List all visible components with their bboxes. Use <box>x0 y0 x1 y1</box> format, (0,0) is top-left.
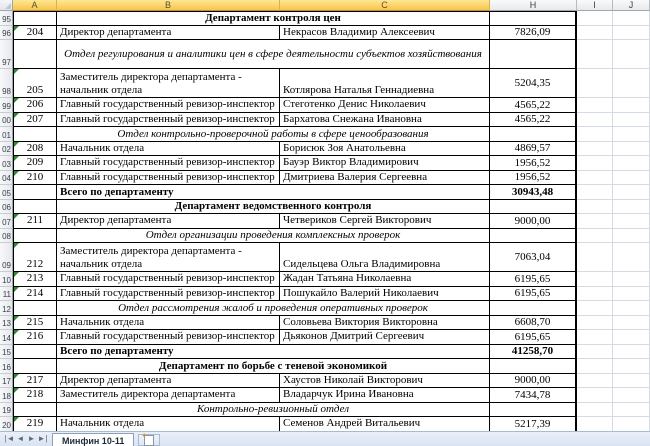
cell-empty[interactable] <box>577 316 613 331</box>
row-header[interactable]: 13 <box>0 316 13 331</box>
table-row <box>0 330 650 345</box>
cell-empty[interactable] <box>577 287 613 302</box>
row-header[interactable]: 16 <box>0 359 13 374</box>
row-header[interactable]: 19 <box>0 403 13 418</box>
error-indicator-triangle <box>14 113 19 118</box>
cell-empty[interactable] <box>613 287 650 302</box>
table-row <box>0 113 650 128</box>
cell-empty[interactable] <box>577 40 613 69</box>
error-indicator-triangle <box>14 287 19 292</box>
cell-position-number[interactable]: 205 <box>13 69 57 98</box>
row-header[interactable]: 14 <box>0 330 13 345</box>
cell-empty[interactable] <box>613 229 650 244</box>
cell-salary[interactable]: 6195,65 <box>490 330 577 345</box>
cell-position-number[interactable]: 216 <box>13 330 57 345</box>
cell-employee-name[interactable]: Пошукайло Валерий Николаевич <box>280 287 490 302</box>
cell-employee-name[interactable]: Бархатова Снежана Ивановна <box>280 113 490 128</box>
cell-employee-name[interactable]: Семенов Андрей Витальевич <box>280 417 490 432</box>
column-header-h[interactable]: H <box>490 0 577 11</box>
row-header[interactable]: 17 <box>0 374 13 389</box>
cell-empty[interactable] <box>13 11 57 26</box>
cell-job-title[interactable]: Заместитель директора департамента - начальник отдела <box>57 69 280 98</box>
table-row <box>0 272 650 287</box>
table-row <box>0 229 650 244</box>
row-header[interactable]: 00 <box>0 113 13 128</box>
section-title-cell[interactable]: Контрольно-ревизионный отдел <box>57 403 490 418</box>
table-row <box>0 359 650 374</box>
cell-job-title[interactable]: Начальник отдела <box>57 417 280 432</box>
cell-empty[interactable] <box>613 127 650 142</box>
cell-position-number[interactable]: 218 <box>13 388 57 403</box>
cell-salary[interactable]: 6195,65 <box>490 287 577 302</box>
cell-job-title[interactable]: Заместитель директора департамента <box>57 388 280 403</box>
cell-employee-name[interactable]: Хаустов Николай Викторович <box>280 374 490 389</box>
error-indicator-triangle <box>14 417 19 422</box>
cell-empty[interactable] <box>613 272 650 287</box>
cell-salary[interactable]: 5204,35 <box>490 69 577 98</box>
cell-empty[interactable] <box>577 272 613 287</box>
error-indicator-triangle <box>14 388 19 393</box>
cell-salary[interactable]: 7434,78 <box>490 388 577 403</box>
cell-empty[interactable] <box>577 26 613 41</box>
table-row <box>0 374 650 389</box>
cell-empty[interactable] <box>613 374 650 389</box>
cell-empty[interactable] <box>577 229 613 244</box>
cell-empty[interactable] <box>613 214 650 229</box>
table-row <box>0 156 650 171</box>
cell-salary[interactable]: 4565,22 <box>490 98 577 113</box>
section-title-cell[interactable]: Отдел контрольно-проверочной работы в сфере ценообразования <box>57 127 490 142</box>
cell-empty[interactable] <box>613 113 650 128</box>
cell-empty[interactable] <box>577 127 613 142</box>
cell-salary[interactable]: 9000,00 <box>490 374 577 389</box>
cell-empty[interactable] <box>613 171 650 186</box>
cell-salary[interactable] <box>490 200 577 215</box>
error-indicator-triangle <box>14 98 19 103</box>
column-header-i[interactable]: I <box>577 0 613 11</box>
table-row <box>0 11 650 26</box>
cell-position-number[interactable]: 210 <box>13 171 57 186</box>
cell-employee-name[interactable]: Бауэр Виктор Владимирович <box>280 156 490 171</box>
cell-empty[interactable] <box>613 156 650 171</box>
table-row <box>0 388 650 403</box>
row-header[interactable]: 20 <box>0 417 13 432</box>
cell-empty[interactable] <box>13 229 57 244</box>
first-sheet-button[interactable]: |◄ <box>4 434 15 443</box>
cell-salary[interactable]: 4869,57 <box>490 142 577 157</box>
sheet-nav-buttons <box>0 432 52 444</box>
table-row <box>0 243 650 272</box>
section-title-cell[interactable]: Отдел регулирования и аналитики цен в сфере деятельности субъектов хозяйствования <box>57 40 490 69</box>
cell-salary[interactable] <box>490 229 577 244</box>
section-title-cell[interactable]: Всего по департаменту <box>57 345 490 360</box>
cell-position-number[interactable]: 214 <box>13 287 57 302</box>
table-row <box>0 142 650 157</box>
cell-empty[interactable] <box>13 301 57 316</box>
cell-salary[interactable]: 9000,00 <box>490 214 577 229</box>
cell-employee-name[interactable]: Котлярова Наталья Геннадиевна <box>280 69 490 98</box>
cell-salary[interactable]: 1956,52 <box>490 156 577 171</box>
cell-salary[interactable]: 30943,48 <box>490 185 577 200</box>
row-header[interactable]: 05 <box>0 185 13 200</box>
row-header[interactable]: 11 <box>0 287 13 302</box>
row-header[interactable]: 09 <box>0 243 13 272</box>
table-row <box>0 403 650 418</box>
column-header-b[interactable]: B <box>57 0 280 11</box>
cell-job-title[interactable]: Главный государственный ревизор-инспектор <box>57 287 280 302</box>
select-all-corner[interactable] <box>0 0 13 11</box>
cell-position-number[interactable]: 204 <box>13 26 57 41</box>
row-header[interactable]: 01 <box>0 127 13 142</box>
column-header-c[interactable]: C <box>280 0 490 11</box>
cell-salary[interactable] <box>490 403 577 418</box>
cell-empty[interactable] <box>577 330 613 345</box>
cell-empty[interactable] <box>13 40 57 69</box>
cell-empty[interactable] <box>613 330 650 345</box>
section-title-cell[interactable]: Департамент контроля цен <box>57 11 490 26</box>
cell-empty[interactable] <box>577 11 613 26</box>
cell-salary[interactable]: 41258,70 <box>490 345 577 360</box>
cell-employee-name[interactable]: Дьяконов Дмитрий Сергеевич <box>280 330 490 345</box>
cell-empty[interactable] <box>13 345 57 360</box>
section-title-cell[interactable]: Отдел организации проведения комплексных проверок <box>57 229 490 244</box>
cell-position-number[interactable]: 213 <box>13 272 57 287</box>
cell-job-title[interactable]: Главный государственный ревизор-инспектор <box>57 272 280 287</box>
row-header[interactable]: 15 <box>0 345 13 360</box>
cell-employee-name[interactable]: Борисюк Зоя Анатольевна <box>280 142 490 157</box>
cell-job-title[interactable]: Директор департамента <box>57 374 280 389</box>
next-sheet-button[interactable]: ► <box>27 434 36 443</box>
cell-empty[interactable] <box>577 200 613 215</box>
row-header[interactable]: 97 <box>0 40 13 69</box>
cell-employee-name[interactable]: Сидельцева Ольга Владимировна <box>280 243 490 272</box>
section-title-cell[interactable]: Департамент по борьбе с теневой экономикой <box>57 359 490 374</box>
cell-empty[interactable] <box>13 403 57 418</box>
cell-empty[interactable] <box>613 200 650 215</box>
cell-empty[interactable] <box>577 388 613 403</box>
sheet-tab-bar <box>0 431 650 446</box>
cell-empty[interactable] <box>577 142 613 157</box>
cell-empty[interactable] <box>577 374 613 389</box>
cell-position-number[interactable]: 217 <box>13 374 57 389</box>
cell-salary[interactable]: 7063,04 <box>490 243 577 272</box>
cell-empty[interactable] <box>577 214 613 229</box>
cell-job-title[interactable]: Главный государственный ревизор-инспектор <box>57 156 280 171</box>
table-row <box>0 69 650 98</box>
error-indicator-triangle <box>14 374 19 379</box>
error-indicator-triangle <box>14 243 19 248</box>
cell-empty[interactable] <box>613 417 650 432</box>
cell-empty[interactable] <box>577 359 613 374</box>
cell-salary[interactable] <box>490 127 577 142</box>
table-row <box>0 301 650 316</box>
cell-empty[interactable] <box>613 345 650 360</box>
cell-position-number[interactable]: 211 <box>13 214 57 229</box>
row-header[interactable]: 08 <box>0 229 13 244</box>
cell-empty[interactable] <box>577 301 613 316</box>
section-title-cell[interactable]: Отдел рассмотрения жалоб и проведения оперативных проверок <box>57 301 490 316</box>
row-header[interactable]: 99 <box>0 98 13 113</box>
row-header[interactable]: 02 <box>0 142 13 157</box>
row-header[interactable]: 95 <box>0 11 13 26</box>
cell-empty[interactable] <box>577 185 613 200</box>
cell-empty[interactable] <box>13 185 57 200</box>
row-header[interactable]: 96 <box>0 26 13 41</box>
cell-empty[interactable] <box>613 388 650 403</box>
row-header[interactable]: 07 <box>0 214 13 229</box>
cell-job-title[interactable]: Главный государственный ревизор-инспектор <box>57 330 280 345</box>
table-row <box>0 345 650 360</box>
cell-salary[interactable]: 5217,39 <box>490 417 577 432</box>
cell-job-title[interactable]: Начальник отдела <box>57 316 280 331</box>
cell-employee-name[interactable]: Владарчук Ирина Ивановна <box>280 388 490 403</box>
column-header-a[interactable]: A <box>13 0 57 11</box>
table-row <box>0 200 650 215</box>
cell-position-number[interactable]: 207 <box>13 113 57 128</box>
cell-empty[interactable] <box>577 171 613 186</box>
cell-salary[interactable] <box>490 40 577 69</box>
error-indicator-triangle <box>14 26 19 31</box>
row-header[interactable]: 98 <box>0 69 13 98</box>
cell-employee-name[interactable]: Дмитриева Валерия Сергеевна <box>280 171 490 186</box>
error-indicator-triangle <box>14 330 19 335</box>
cell-empty[interactable] <box>577 417 613 432</box>
cell-salary[interactable]: 4565,22 <box>490 113 577 128</box>
cell-empty[interactable] <box>577 98 613 113</box>
cell-empty[interactable] <box>13 127 57 142</box>
column-header-row <box>0 0 650 11</box>
error-indicator-triangle <box>14 69 19 74</box>
cell-empty[interactable] <box>613 11 650 26</box>
column-header-j[interactable]: J <box>613 0 650 11</box>
error-indicator-triangle <box>14 316 19 321</box>
cell-job-title[interactable]: Начальник отдела <box>57 142 280 157</box>
sheet-tab[interactable]: Минфин 10-11 <box>52 433 134 446</box>
cell-position-number[interactable]: 209 <box>13 156 57 171</box>
error-indicator-triangle <box>14 272 19 277</box>
cell-salary[interactable] <box>490 11 577 26</box>
cell-job-title[interactable]: Заместитель директора департамента - начальник отдела <box>57 243 280 272</box>
error-indicator-triangle <box>14 171 19 176</box>
cell-salary[interactable]: 1956,52 <box>490 171 577 186</box>
cell-empty[interactable] <box>577 403 613 418</box>
section-title-cell[interactable]: Департамент ведомственного контроля <box>57 200 490 215</box>
cell-empty[interactable] <box>613 69 650 98</box>
cell-empty[interactable] <box>613 316 650 331</box>
table-row <box>0 287 650 302</box>
cell-salary[interactable]: 6608,70 <box>490 316 577 331</box>
cell-empty[interactable] <box>13 359 57 374</box>
cell-empty[interactable] <box>577 69 613 98</box>
row-header[interactable]: 18 <box>0 388 13 403</box>
cell-empty[interactable] <box>613 403 650 418</box>
cell-salary[interactable] <box>490 359 577 374</box>
insert-worksheet-icon <box>144 435 154 446</box>
cell-empty[interactable] <box>613 26 650 41</box>
cell-empty[interactable] <box>577 113 613 128</box>
cell-employee-name[interactable]: Соловьева Виктория Викторовна <box>280 316 490 331</box>
error-indicator-triangle <box>14 142 19 147</box>
cell-job-title[interactable]: Главный государственный ревизор-инспектор <box>57 98 280 113</box>
cell-job-title[interactable]: Главный государственный ревизор-инспектор <box>57 171 280 186</box>
cell-empty[interactable] <box>13 200 57 215</box>
cell-empty[interactable] <box>613 301 650 316</box>
cell-empty[interactable] <box>577 156 613 171</box>
error-indicator-triangle <box>14 214 19 219</box>
cell-position-number[interactable]: 208 <box>13 142 57 157</box>
cell-position-number[interactable]: 215 <box>13 316 57 331</box>
cell-empty[interactable] <box>613 40 650 69</box>
cell-employee-name[interactable]: Некрасов Владимир Алексеевич <box>280 26 490 41</box>
cell-position-number[interactable]: 219 <box>13 417 57 432</box>
cell-employee-name[interactable]: Жадан Татьяна Николаевна <box>280 272 490 287</box>
section-title-cell[interactable]: Всего по департаменту <box>57 185 490 200</box>
table-row <box>0 40 650 69</box>
cell-employee-name[interactable]: Четвериков Сергей Викторович <box>280 214 490 229</box>
cell-salary[interactable]: 6195,65 <box>490 272 577 287</box>
cell-salary[interactable]: 7826,09 <box>490 26 577 41</box>
table-row <box>0 26 650 41</box>
row-header[interactable]: 04 <box>0 171 13 186</box>
previous-sheet-button[interactable]: ◄ <box>16 434 25 443</box>
cell-position-number[interactable]: 206 <box>13 98 57 113</box>
cell-job-title[interactable]: Главный государственный ревизор-инспектор <box>57 113 280 128</box>
table-row <box>0 316 650 331</box>
row-header[interactable]: 03 <box>0 156 13 171</box>
table-row <box>0 98 650 113</box>
table-row <box>0 127 650 142</box>
cell-employee-name[interactable]: Стеготенко Денис Николаевич <box>280 98 490 113</box>
cell-job-title[interactable]: Директор департамента <box>57 26 280 41</box>
insert-worksheet-button[interactable] <box>138 434 160 446</box>
cell-empty[interactable] <box>577 243 613 272</box>
table-row <box>0 417 650 432</box>
table-row <box>0 214 650 229</box>
error-indicator-triangle <box>14 156 19 161</box>
cell-empty[interactable] <box>613 98 650 113</box>
table-row <box>0 185 650 200</box>
row-header[interactable]: 06 <box>0 200 13 215</box>
cell-empty[interactable] <box>577 345 613 360</box>
row-header[interactable]: 10 <box>0 272 13 287</box>
table-row <box>0 171 650 186</box>
cell-salary[interactable] <box>490 301 577 316</box>
last-sheet-button[interactable]: ►| <box>37 434 48 443</box>
cell-job-title[interactable]: Директор департамента <box>57 214 280 229</box>
cell-empty[interactable] <box>613 142 650 157</box>
row-header[interactable]: 12 <box>0 301 13 316</box>
cell-empty[interactable] <box>613 185 650 200</box>
cell-empty[interactable] <box>613 359 650 374</box>
sheet-grid <box>0 11 650 432</box>
cell-position-number[interactable]: 212 <box>13 243 57 272</box>
cell-empty[interactable] <box>613 243 650 272</box>
